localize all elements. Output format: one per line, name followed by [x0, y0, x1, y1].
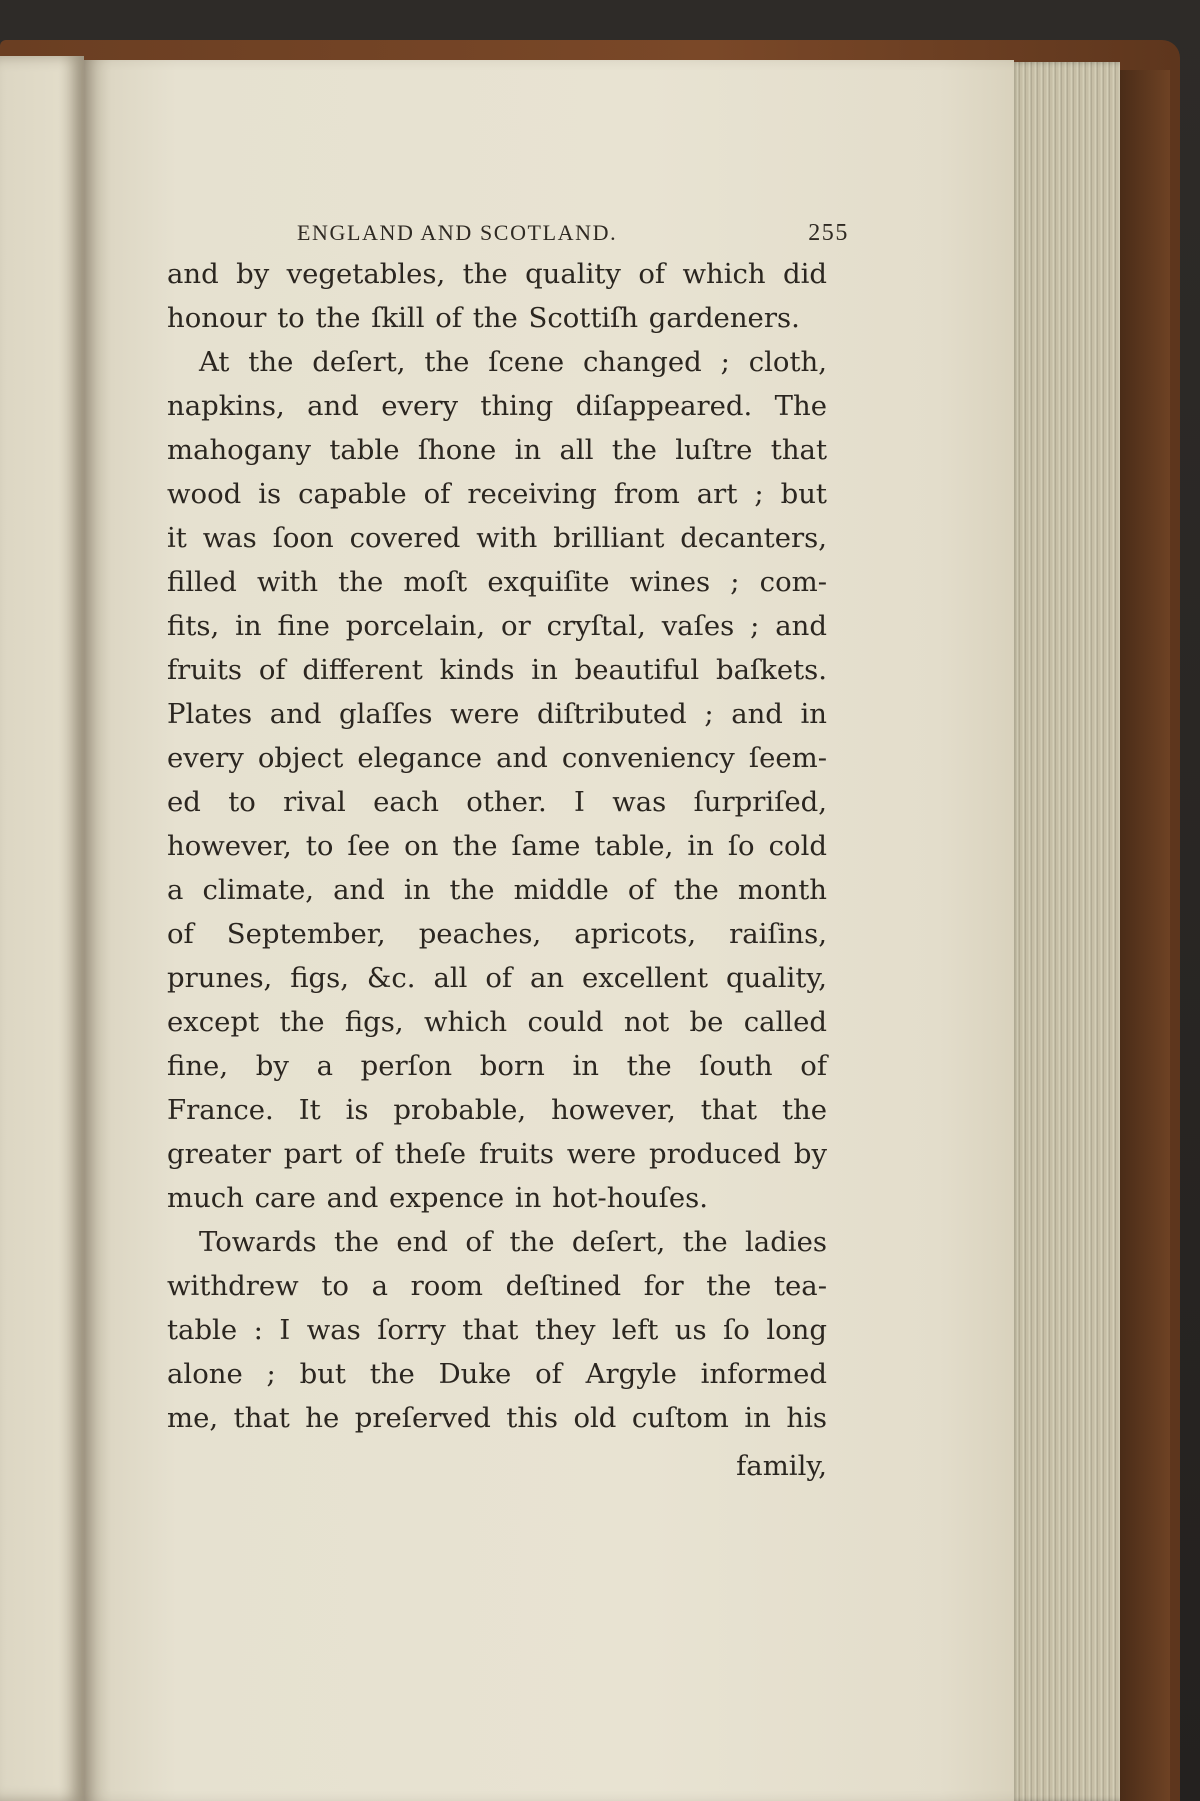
text-line: and by vegetables, the quality of which did: [167, 258, 827, 290]
text-line: withdrew to a room deſtined for the tea-: [167, 1270, 827, 1302]
text-line: greater part of theſe fruits were produced by: [167, 1138, 827, 1170]
page-number: 255: [808, 220, 849, 246]
text-line: ed to rival each other. I was ſurpriſed,: [167, 786, 827, 818]
text-line: alone ; but the Duke of Argyle informed: [167, 1358, 827, 1390]
facing-page-edge: [0, 56, 84, 1801]
running-head: [167, 212, 849, 252]
text-line: Towards the end of the deſert, the ladies: [199, 1226, 827, 1258]
text-line: prunes, figs, &c. all of an excellent quality,: [167, 962, 827, 994]
text-line: fits, in fine porcelain, or cryſtal, vaſes ; and: [167, 610, 827, 642]
page-edges: [1010, 62, 1120, 1801]
catchword: family,: [736, 1450, 827, 1482]
text-line: wood is capable of receiving from art ; but: [167, 478, 827, 510]
text-line: fine, by a perſon born in the ſouth of: [167, 1050, 827, 1082]
text-line: however, to ſee on the ſame table, in ſo cold: [167, 830, 827, 862]
page-text: [167, 212, 849, 1488]
text-line: France. It is probable, however, that the: [167, 1094, 827, 1126]
text-line: of September, peaches, apricots, raiſins,: [167, 918, 827, 950]
text-line: except the figs, which could not be called: [167, 1006, 827, 1038]
text-line: every object elegance and conveniency ſeem-: [167, 742, 827, 774]
text-line: much care and expence in hot-houſes.: [167, 1182, 708, 1214]
text-line: mahogany table ſhone in all the luſtre that: [167, 434, 827, 466]
text-line: fruits of different kinds in beautiful baſkets.: [167, 654, 827, 686]
cover-edge: [1120, 70, 1170, 1801]
text-line: Plates and glaſſes were diſtributed ; and in: [167, 698, 827, 730]
text-line: a climate, and in the middle of the month: [167, 874, 827, 906]
text-line: At the deſert, the ſcene changed ; cloth,: [199, 346, 827, 378]
text-line: me, that he preſerved this old cuſtom in his: [167, 1402, 827, 1434]
running-head-title: ENGLAND AND SCOTLAND.: [297, 220, 618, 245]
text-line: it was ſoon covered with brilliant decanters,: [167, 522, 827, 554]
text-line: table : I was ſorry that they left us ſo long: [167, 1314, 827, 1346]
text-line: napkins, and every thing diſappeared. The: [167, 390, 827, 422]
text-line: honour to the ſkill of the Scottiſh gardeners.: [167, 302, 800, 334]
text-line: filled with the moſt exquiſite wines ; com-: [167, 566, 827, 598]
